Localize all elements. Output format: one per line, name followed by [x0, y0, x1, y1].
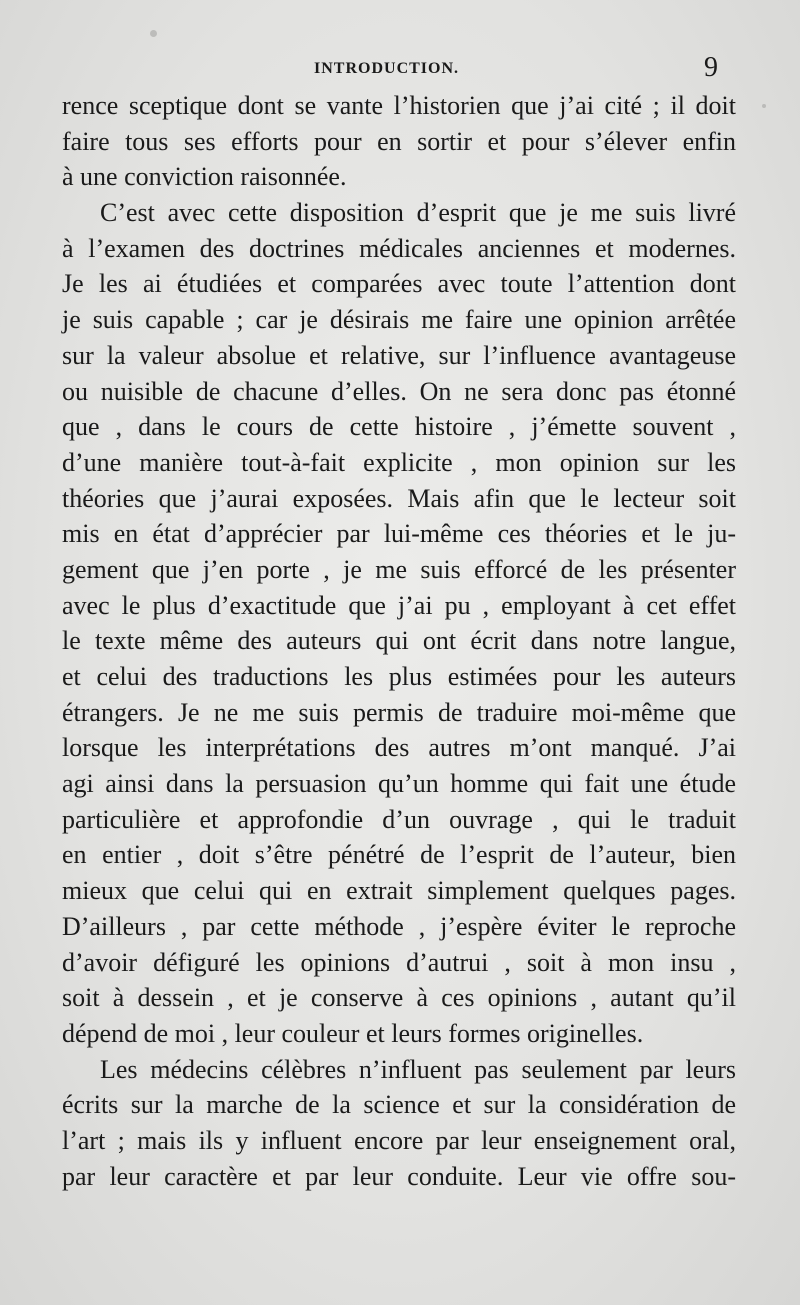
- text-line: que , dans le cours de cette histoire , j’émette souvent ,: [62, 412, 736, 442]
- text-line: d’avoir défiguré les opinions d’autrui , soit à mon insu ,: [62, 947, 736, 977]
- text-line: D’ailleurs , par cette méthode , j’espère éviter le reproche: [62, 911, 736, 941]
- body-text: [62, 88, 736, 1194]
- ink-spot: [150, 30, 157, 37]
- text-line: lorsque les interprétations des autres m’ont manqué. J’ai: [62, 733, 736, 763]
- text-line: Je les ai étudiées et comparées avec toute l’attention dont: [62, 269, 736, 299]
- text-line: d’une manière tout-à-fait explicite , mon opinion sur les: [62, 447, 736, 477]
- text-line: Les médecins célèbres n’influent pas seulement par leurs: [100, 1054, 736, 1084]
- text-line: je suis capable ; car je désirais me faire une opinion arrêtée: [62, 305, 736, 335]
- text-line: étrangers. Je ne me suis permis de traduire moi-même que: [62, 697, 736, 727]
- text-line: et celui des traductions les plus estimées pour les auteurs: [62, 662, 736, 691]
- text-line: gement que j’en porte , je me suis efforcé de les présenter: [62, 554, 736, 584]
- text-line: en entier , doit s’être pénétré de l’esprit de l’auteur, bien: [62, 840, 736, 870]
- text-line: l’art ; mais ils y influent encore par leur enseignement oral,: [62, 1125, 736, 1155]
- ink-spot: [762, 104, 766, 108]
- text-line: sur la valeur absolue et relative, sur l’influence avantageuse: [62, 340, 736, 370]
- running-head-title: INTRODUCTION.: [314, 60, 460, 77]
- running-head: [0, 52, 800, 86]
- text-line: dépend de moi , leur couleur et leurs formes originelles.: [62, 1018, 644, 1048]
- text-line: écrits sur la marche de la science et sur la considération de: [62, 1090, 736, 1120]
- text-line: ou nuisible de chacune d’elles. On ne sera donc pas étonné: [62, 376, 736, 406]
- text-line: C’est avec cette disposition d’esprit que je me suis livré: [100, 198, 736, 228]
- text-line: mieux que celui qui en extrait simplement quelques pages.: [62, 876, 736, 906]
- text-line: avec le plus d’exactitude que j’ai pu , employant à cet effet: [62, 590, 736, 620]
- text-line: le texte même des auteurs qui ont écrit dans notre langue,: [62, 626, 736, 656]
- text-line: à l’examen des doctrines médicales anciennes et modernes.: [62, 233, 736, 263]
- text-line: particulière et approfondie d’un ouvrage , qui le traduit: [62, 804, 736, 834]
- text-line: soit à dessein , et je conserve à ces opinions , autant qu’il: [62, 983, 736, 1013]
- page-number: 9: [704, 52, 718, 83]
- text-line: mis en état d’apprécier par lui-même ces théories et le ju-: [62, 519, 736, 549]
- text-line: à une conviction raisonnée.: [62, 162, 347, 192]
- text-line: faire tous ses efforts pour en sortir et pour s’élever enfin: [62, 126, 736, 156]
- text-line: rence sceptique dont se vante l’historien que j’ai cité ; il doit: [62, 91, 736, 120]
- text-line: théories que j’aurai exposées. Mais afin que le lecteur soit: [62, 483, 736, 513]
- text-line: agi ainsi dans la persuasion qu’un homme qui fait une étude: [62, 769, 736, 799]
- text-line: par leur caractère et par leur conduite. Leur vie offre sou-: [62, 1161, 736, 1191]
